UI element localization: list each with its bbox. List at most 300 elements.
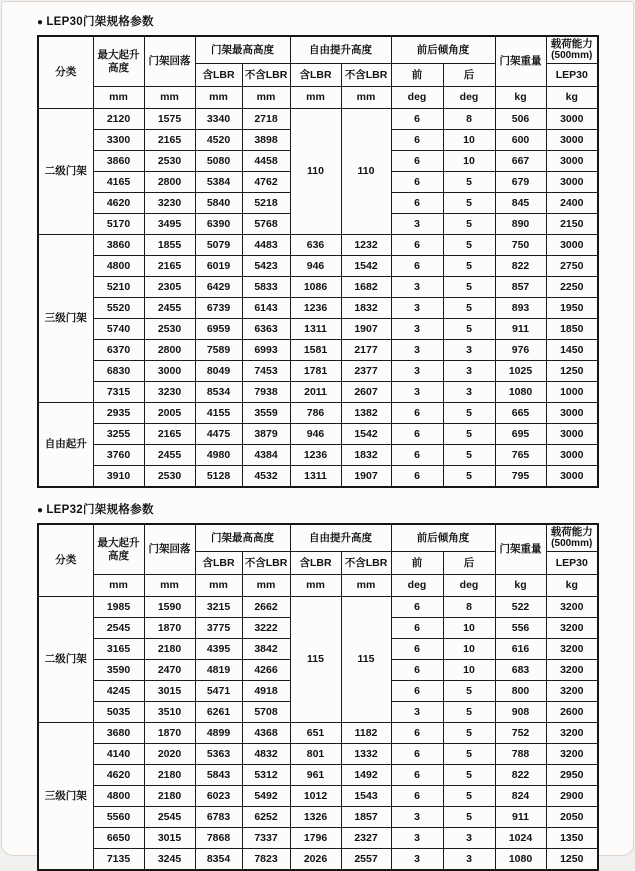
- table-cell: 8: [443, 597, 495, 618]
- table-cell: 2900: [546, 786, 598, 807]
- table-cell: 7868: [195, 828, 242, 849]
- subcol-with-lbr: 含LBR: [290, 64, 341, 87]
- table-cell: 2750: [546, 256, 598, 277]
- subcol-backward: 后: [443, 552, 495, 575]
- document-page: [1, 1, 634, 865]
- lep30-section-title: [37, 13, 633, 29]
- table-cell: 5840: [195, 193, 242, 214]
- unit-mm: mm: [195, 575, 242, 597]
- table-row: [38, 466, 598, 488]
- table-cell: 6650: [93, 828, 144, 849]
- table-cell: 3: [391, 702, 443, 723]
- table-cell: 6: [391, 403, 443, 424]
- table-cell: 5: [443, 193, 495, 214]
- table-cell: 2180: [144, 639, 195, 660]
- table-cell: 1542: [341, 424, 391, 445]
- table-cell: 636: [290, 235, 341, 256]
- table-cell: 4384: [242, 445, 290, 466]
- table-section: [38, 403, 598, 488]
- table-cell: 5740: [93, 319, 144, 340]
- table-cell: 8354: [195, 849, 242, 871]
- table-cell: 1832: [341, 445, 391, 466]
- subcol-without-lbr: 不含LBR: [341, 552, 391, 575]
- table-cell: 976: [495, 340, 546, 361]
- table-cell: 4140: [93, 744, 144, 765]
- table-cell: 5: [443, 681, 495, 702]
- load-capacity-ref-height: (500mm): [551, 538, 593, 550]
- table-cell: 3: [391, 298, 443, 319]
- table-cell: 4165: [93, 172, 144, 193]
- table-cell: 6: [391, 466, 443, 488]
- table-cell: 2050: [546, 807, 598, 828]
- table-section: [38, 597, 598, 723]
- table-cell: 1796: [290, 828, 341, 849]
- table-cell: 5312: [242, 765, 290, 786]
- table-cell: 2005: [144, 403, 195, 424]
- table-cell: 2305: [144, 277, 195, 298]
- table-cell: 2180: [144, 765, 195, 786]
- table-cell: 7135: [93, 849, 144, 871]
- table-cell: 6: [391, 151, 443, 172]
- subcol-backward: 后: [443, 64, 495, 87]
- table-row: [38, 849, 598, 871]
- table-cell: 5079: [195, 235, 242, 256]
- table-cell: 1382: [341, 403, 391, 424]
- table-cell: 1024: [495, 828, 546, 849]
- subcol-without-lbr: 不含LBR: [242, 64, 290, 87]
- table-cell: 857: [495, 277, 546, 298]
- unit-deg: deg: [391, 87, 443, 109]
- unit-kg: kg: [546, 87, 598, 109]
- col-mast-weight: 门架重量: [495, 36, 546, 87]
- table-cell: 6: [391, 445, 443, 466]
- table-cell: 1907: [341, 319, 391, 340]
- lep32-spec-table: [37, 523, 599, 871]
- table-cell: 5170: [93, 214, 144, 235]
- table-cell: 5080: [195, 151, 242, 172]
- unit-kg: kg: [546, 575, 598, 597]
- table-cell: 1907: [341, 466, 391, 488]
- table-cell: 1080: [495, 849, 546, 871]
- table-row: [38, 256, 598, 277]
- table-cell: 5: [443, 277, 495, 298]
- table-cell: 1581: [290, 340, 341, 361]
- table-cell: 5: [443, 256, 495, 277]
- table-cell: 6261: [195, 702, 242, 723]
- table-cell: 6: [391, 639, 443, 660]
- table-cell: 893: [495, 298, 546, 319]
- table-cell: 2011: [290, 382, 341, 403]
- table-cell: 6: [391, 235, 443, 256]
- col-group-tilt-angle: 前后倾角度: [391, 36, 495, 64]
- table-cell: 2150: [546, 214, 598, 235]
- table-cell: 8: [443, 109, 495, 130]
- table-cell: 3590: [93, 660, 144, 681]
- category-cell: 二级门架: [38, 597, 93, 723]
- table-cell: 5: [443, 214, 495, 235]
- table-cell: 3245: [144, 849, 195, 871]
- category-cell: 自由起升: [38, 403, 93, 488]
- table-cell: 5: [443, 172, 495, 193]
- col-load-capacity: [546, 524, 598, 552]
- table-cell: 1985: [93, 597, 144, 618]
- table-cell: 6: [391, 744, 443, 765]
- unit-mm: mm: [290, 575, 341, 597]
- table-cell: 3860: [93, 151, 144, 172]
- table-cell: 3775: [195, 618, 242, 639]
- table-cell: 1311: [290, 466, 341, 488]
- table-row: [38, 424, 598, 445]
- table-row: [38, 597, 598, 618]
- table-cell: 2020: [144, 744, 195, 765]
- table-cell: 8534: [195, 382, 242, 403]
- table-cell: 5: [443, 765, 495, 786]
- table-cell: 6252: [242, 807, 290, 828]
- table-cell: 5768: [242, 214, 290, 235]
- table-cell: 822: [495, 256, 546, 277]
- unit-deg: deg: [443, 575, 495, 597]
- subcol-with-lbr: 含LBR: [195, 64, 242, 87]
- header-row-groups: [38, 36, 598, 64]
- table-cell: 1781: [290, 361, 341, 382]
- table-cell: 110: [290, 109, 341, 235]
- table-cell: 1855: [144, 235, 195, 256]
- table-cell: 1236: [290, 298, 341, 319]
- table-cell: 795: [495, 466, 546, 488]
- table-cell: 3015: [144, 828, 195, 849]
- col-mast-lowered: 门架回落: [144, 524, 195, 575]
- header-row-units: [38, 87, 598, 109]
- table-cell: 4762: [242, 172, 290, 193]
- col-group-mast-max-height: 门架最高高度: [195, 36, 290, 64]
- table-cell: 5: [443, 723, 495, 744]
- table-cell: 6023: [195, 786, 242, 807]
- table-cell: 6: [391, 765, 443, 786]
- table-cell: 2327: [341, 828, 391, 849]
- table-row: [38, 445, 598, 466]
- table-cell: 3340: [195, 109, 242, 130]
- table-cell: 3230: [144, 382, 195, 403]
- table-cell: 2470: [144, 660, 195, 681]
- table-cell: 679: [495, 172, 546, 193]
- table-cell: 1590: [144, 597, 195, 618]
- table-cell: 2455: [144, 298, 195, 319]
- table-cell: 2935: [93, 403, 144, 424]
- table-cell: 3000: [546, 445, 598, 466]
- table-cell: 6739: [195, 298, 242, 319]
- table-cell: 7453: [242, 361, 290, 382]
- table-cell: 651: [290, 723, 341, 744]
- table-cell: 5708: [242, 702, 290, 723]
- table-cell: 4918: [242, 681, 290, 702]
- table-cell: 5560: [93, 807, 144, 828]
- lep32-section-title: [37, 501, 633, 517]
- table-cell: 3000: [546, 424, 598, 445]
- table-row: [38, 403, 598, 424]
- table-cell: 6993: [242, 340, 290, 361]
- table-cell: 800: [495, 681, 546, 702]
- unit-kg: kg: [495, 575, 546, 597]
- table-cell: 1857: [341, 807, 391, 828]
- table-section: [38, 235, 598, 403]
- table-row: [38, 382, 598, 403]
- unit-mm: mm: [242, 575, 290, 597]
- table-cell: 3215: [195, 597, 242, 618]
- table-cell: 4800: [93, 786, 144, 807]
- unit-kg: kg: [495, 87, 546, 109]
- table-cell: 4620: [93, 193, 144, 214]
- table-cell: 1870: [144, 618, 195, 639]
- table-cell: 4266: [242, 660, 290, 681]
- table-cell: 1450: [546, 340, 598, 361]
- table-row: [38, 277, 598, 298]
- table-cell: 3898: [242, 130, 290, 151]
- table-cell: 3910: [93, 466, 144, 488]
- table-cell: 5: [443, 702, 495, 723]
- table-cell: 3: [391, 361, 443, 382]
- table-cell: 3000: [144, 361, 195, 382]
- table-cell: 1000: [546, 382, 598, 403]
- table-cell: 4458: [242, 151, 290, 172]
- table-cell: 3: [391, 807, 443, 828]
- table-cell: 2400: [546, 193, 598, 214]
- unit-mm: mm: [341, 87, 391, 109]
- table-cell: 3: [443, 361, 495, 382]
- table-cell: 10: [443, 618, 495, 639]
- table-cell: 6429: [195, 277, 242, 298]
- table-cell: 1311: [290, 319, 341, 340]
- subcol-forward: 前: [391, 64, 443, 87]
- table-cell: 6830: [93, 361, 144, 382]
- table-cell: 6: [391, 597, 443, 618]
- table-cell: 5384: [195, 172, 242, 193]
- table-cell: 5: [443, 424, 495, 445]
- table-cell: 3165: [93, 639, 144, 660]
- table-cell: 6: [391, 723, 443, 744]
- header-row-groups: [38, 524, 598, 552]
- table-cell: 10: [443, 130, 495, 151]
- table-cell: 765: [495, 445, 546, 466]
- table-cell: 4520: [195, 130, 242, 151]
- table-cell: 4245: [93, 681, 144, 702]
- table-cell: 7823: [242, 849, 290, 871]
- table-cell: 6: [391, 256, 443, 277]
- subcol-without-lbr: 不含LBR: [242, 552, 290, 575]
- load-capacity-label: 载荷能力: [550, 526, 593, 539]
- load-capacity-ref-height: (500mm): [551, 50, 593, 62]
- table-cell: 2607: [341, 382, 391, 403]
- table-cell: 616: [495, 639, 546, 660]
- table-cell: 3559: [242, 403, 290, 424]
- table-cell: 5363: [195, 744, 242, 765]
- table-cell: 5: [443, 319, 495, 340]
- table-cell: 6: [391, 681, 443, 702]
- table-cell: 3222: [242, 618, 290, 639]
- table-cell: 2530: [144, 319, 195, 340]
- table-cell: 6: [391, 109, 443, 130]
- table-cell: 1492: [341, 765, 391, 786]
- table-cell: 6143: [242, 298, 290, 319]
- table-cell: 506: [495, 109, 546, 130]
- table-row: [38, 340, 598, 361]
- col-mast-weight: 门架重量: [495, 524, 546, 575]
- table-cell: 2455: [144, 445, 195, 466]
- table-cell: 1236: [290, 445, 341, 466]
- table-cell: 3000: [546, 172, 598, 193]
- table-cell: 5: [443, 445, 495, 466]
- table-cell: 1870: [144, 723, 195, 744]
- table-cell: 110: [341, 109, 391, 235]
- table-cell: 5492: [242, 786, 290, 807]
- subcol-without-lbr: 不含LBR: [341, 64, 391, 87]
- unit-deg: deg: [391, 575, 443, 597]
- table-cell: 4483: [242, 235, 290, 256]
- table-cell: 2600: [546, 702, 598, 723]
- table-cell: 5035: [93, 702, 144, 723]
- table-cell: 3: [391, 340, 443, 361]
- subcol-forward: 前: [391, 552, 443, 575]
- table-cell: 10: [443, 151, 495, 172]
- col-group-free-lift-height: 自由提升高度: [290, 524, 391, 552]
- table-cell: 2165: [144, 424, 195, 445]
- table-cell: 5843: [195, 765, 242, 786]
- table-cell: 667: [495, 151, 546, 172]
- table-cell: 911: [495, 319, 546, 340]
- table-cell: 3000: [546, 466, 598, 488]
- table-cell: 1012: [290, 786, 341, 807]
- table-cell: 3200: [546, 681, 598, 702]
- table-cell: 961: [290, 765, 341, 786]
- table-cell: 1832: [341, 298, 391, 319]
- table-cell: 4532: [242, 466, 290, 488]
- table-cell: 3510: [144, 702, 195, 723]
- table-cell: 5833: [242, 277, 290, 298]
- col-load-capacity: [546, 36, 598, 64]
- section-title-text: LEP32门架规格参数: [46, 504, 154, 516]
- table-cell: 3230: [144, 193, 195, 214]
- category-cell: 二级门架: [38, 109, 93, 235]
- table-cell: 5: [443, 235, 495, 256]
- table-cell: 6: [391, 424, 443, 445]
- table-cell: 2800: [144, 172, 195, 193]
- table-cell: 1575: [144, 109, 195, 130]
- table-cell: 5: [443, 466, 495, 488]
- section-title-text: LEP30门架规格参数: [46, 16, 154, 28]
- unit-mm: mm: [242, 87, 290, 109]
- table-cell: 822: [495, 765, 546, 786]
- table-cell: 6: [391, 786, 443, 807]
- table-cell: 2662: [242, 597, 290, 618]
- table-cell: 2530: [144, 466, 195, 488]
- table-cell: 3000: [546, 151, 598, 172]
- table-cell: 6: [391, 193, 443, 214]
- table-cell: 4155: [195, 403, 242, 424]
- table-row: [38, 828, 598, 849]
- table-cell: 4620: [93, 765, 144, 786]
- table-cell: 7337: [242, 828, 290, 849]
- table-cell: 3000: [546, 130, 598, 151]
- unit-mm: mm: [144, 87, 195, 109]
- table-cell: 3200: [546, 744, 598, 765]
- table-cell: 5520: [93, 298, 144, 319]
- load-capacity-label: 载荷能力: [550, 38, 593, 51]
- table-cell: 1850: [546, 319, 598, 340]
- table-cell: 10: [443, 660, 495, 681]
- table-cell: 1950: [546, 298, 598, 319]
- table-cell: 3: [391, 277, 443, 298]
- table-cell: 3: [443, 340, 495, 361]
- table-cell: 4980: [195, 445, 242, 466]
- table-cell: 946: [290, 424, 341, 445]
- table-cell: 908: [495, 702, 546, 723]
- table-cell: 1182: [341, 723, 391, 744]
- unit-deg: deg: [443, 87, 495, 109]
- table-cell: 600: [495, 130, 546, 151]
- table-cell: 1080: [495, 382, 546, 403]
- table-cell: 2950: [546, 765, 598, 786]
- subcol-with-lbr: 含LBR: [290, 552, 341, 575]
- table-cell: 2800: [144, 340, 195, 361]
- table-cell: 3015: [144, 681, 195, 702]
- table-row: [38, 235, 598, 256]
- table-cell: 788: [495, 744, 546, 765]
- table-cell: 5: [443, 744, 495, 765]
- table-cell: 1543: [341, 786, 391, 807]
- table-cell: 3200: [546, 660, 598, 681]
- table-cell: 7589: [195, 340, 242, 361]
- table-cell: 6: [391, 660, 443, 681]
- table-cell: 5: [443, 403, 495, 424]
- table-cell: 3: [391, 849, 443, 871]
- table-cell: 2177: [341, 340, 391, 361]
- table-cell: 1332: [341, 744, 391, 765]
- table-cell: 5471: [195, 681, 242, 702]
- category-cell: 三级门架: [38, 723, 93, 871]
- table-cell: 3860: [93, 235, 144, 256]
- table-header: [38, 36, 598, 109]
- table-cell: 10: [443, 639, 495, 660]
- table-cell: 6783: [195, 807, 242, 828]
- table-cell: 1542: [341, 256, 391, 277]
- col-mast-lowered: 门架回落: [144, 36, 195, 87]
- table-cell: 522: [495, 597, 546, 618]
- col-category: 分类: [38, 36, 93, 109]
- table-cell: 5: [443, 807, 495, 828]
- table-section: [38, 109, 598, 235]
- table-row: [38, 786, 598, 807]
- category-cell: 三级门架: [38, 235, 93, 403]
- table-cell: 2718: [242, 109, 290, 130]
- table-cell: 3879: [242, 424, 290, 445]
- table-cell: 2557: [341, 849, 391, 871]
- unit-mm: mm: [290, 87, 341, 109]
- table-cell: 6: [391, 130, 443, 151]
- table-cell: 3200: [546, 639, 598, 660]
- table-cell: 801: [290, 744, 341, 765]
- table-cell: 4819: [195, 660, 242, 681]
- table-cell: 2165: [144, 130, 195, 151]
- table-cell: 6: [391, 618, 443, 639]
- table-cell: 946: [290, 256, 341, 277]
- table-cell: 3000: [546, 235, 598, 256]
- table-row: [38, 807, 598, 828]
- col-group-free-lift-height: 自由提升高度: [290, 36, 391, 64]
- table-cell: 7938: [242, 382, 290, 403]
- table-cell: 115: [290, 597, 341, 723]
- table-cell: 3255: [93, 424, 144, 445]
- table-cell: 6959: [195, 319, 242, 340]
- table-cell: 2026: [290, 849, 341, 871]
